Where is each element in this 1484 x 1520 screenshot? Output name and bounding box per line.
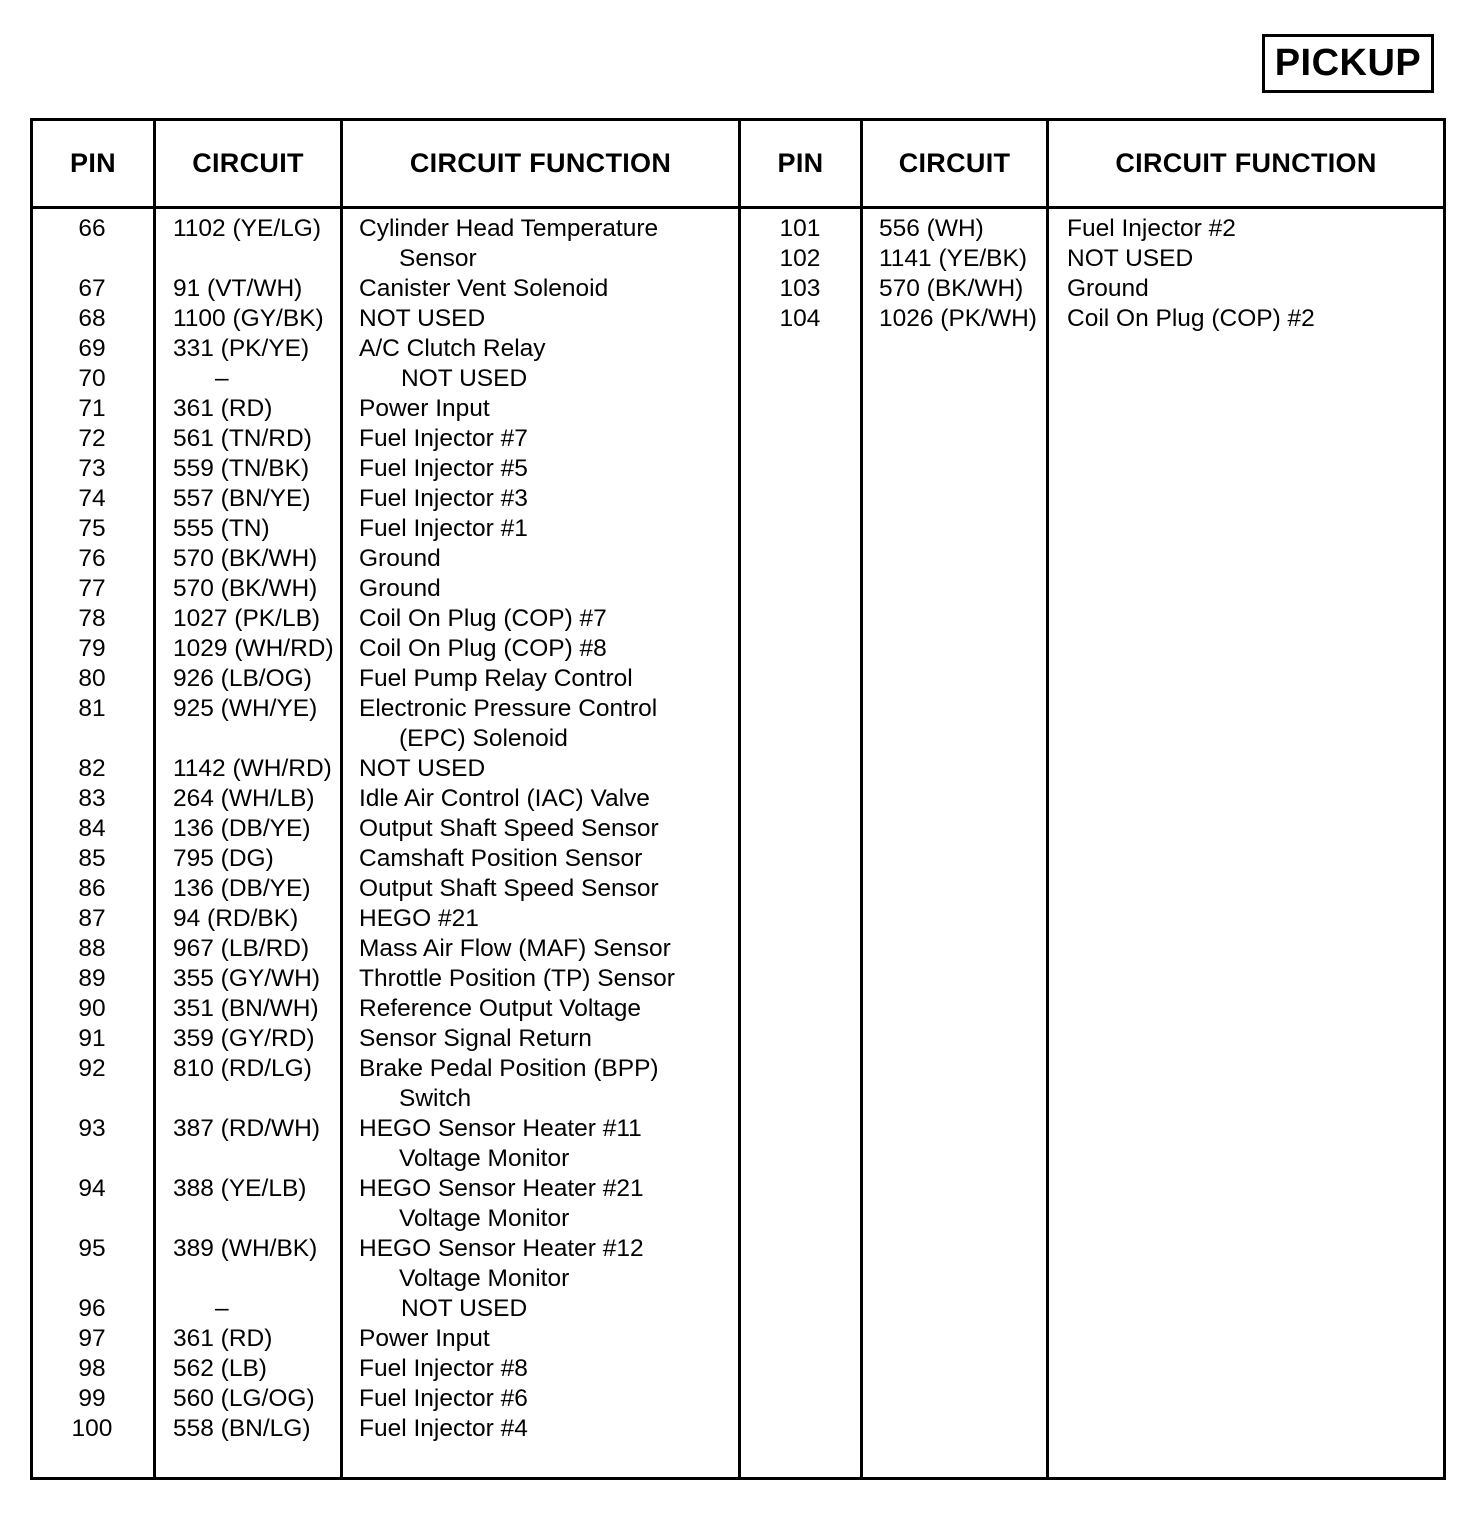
pin-cell: 95 (78, 1235, 106, 1262)
header-pin-left: PIN (70, 148, 116, 178)
table-row (741, 274, 1315, 304)
table-row (33, 844, 675, 874)
function-text: Fuel Injector #2 (1067, 215, 1236, 242)
function-cell (359, 994, 641, 1024)
circuit-cell: 561 (TN/RD) (173, 425, 312, 452)
circuit-cell: 570 (BK/WH) (879, 275, 1024, 302)
table-row (33, 994, 675, 1024)
pin-cell: 94 (78, 1175, 106, 1202)
circuit-cell: 1141 (YE/BK) (879, 245, 1027, 272)
pin-cell: 86 (78, 875, 106, 902)
function-text: Canister Vent Solenoid (359, 275, 609, 302)
pin-cell: 99 (78, 1385, 106, 1412)
function-cell (359, 754, 485, 784)
circuit-cell: 555 (TN) (173, 515, 270, 542)
table-row (33, 544, 675, 574)
function-text: Coil On Plug (COP) #2 (1067, 305, 1315, 332)
function-text: HEGO #21 (359, 905, 479, 932)
pin-cell: 78 (78, 605, 106, 632)
function-text: Power Input (359, 1325, 490, 1352)
function-cell (359, 214, 658, 274)
function-continuation: Switch (399, 1085, 472, 1112)
function-continuation: Voltage Monitor (399, 1145, 570, 1172)
circuit-cell: 1026 (PK/WH) (879, 305, 1037, 332)
table-row (33, 334, 675, 364)
pin-cell: 97 (78, 1325, 106, 1352)
function-text: Sensor Signal Return (359, 1025, 592, 1052)
pin-cell: 77 (78, 575, 106, 602)
circuit-cell: 361 (RD) (173, 1325, 273, 1352)
function-cell (359, 784, 650, 814)
pin-cell: 76 (78, 545, 106, 572)
function-text: A/C Clutch Relay (359, 335, 546, 362)
pin-cell: 68 (78, 305, 106, 332)
circuit-cell: 351 (BN/WH) (173, 995, 319, 1022)
pin-cell: 89 (78, 965, 106, 992)
table-row (33, 814, 675, 844)
function-text: Idle Air Control (IAC) Valve (359, 785, 650, 812)
function-text: Fuel Injector #4 (359, 1415, 528, 1442)
table-row (33, 394, 675, 424)
function-text: Camshaft Position Sensor (359, 845, 643, 872)
table-row (33, 214, 675, 274)
function-cell (359, 964, 675, 994)
table-row (33, 1234, 675, 1294)
function-text: Mass Air Flow (MAF) Sensor (359, 935, 671, 962)
pin-cell: 102 (779, 245, 821, 272)
table-row (33, 784, 675, 814)
circuit-cell: 1100 (GY/BK) (173, 305, 324, 332)
table-row (33, 754, 675, 784)
circuit-cell: 967 (LB/RD) (173, 935, 310, 962)
function-text: NOT USED (401, 365, 528, 392)
function-cell (359, 634, 607, 664)
header-circuit-function-right: CIRCUIT FUNCTION (1115, 148, 1377, 178)
function-text: Fuel Injector #7 (359, 425, 528, 452)
table-row (33, 934, 675, 964)
pin-cell: 100 (71, 1415, 113, 1442)
pin-cell: 70 (78, 365, 106, 392)
function-cell (401, 1294, 527, 1324)
function-cell (359, 1414, 528, 1444)
left-rows (33, 214, 675, 1444)
table-row (33, 574, 675, 604)
function-text: Ground (1067, 275, 1149, 302)
function-cell (359, 904, 479, 934)
function-text: Fuel Injector #8 (359, 1355, 528, 1382)
function-text: Output Shaft Speed Sensor (359, 815, 659, 842)
function-text: Output Shaft Speed Sensor (359, 875, 659, 902)
table-row (33, 1354, 675, 1384)
table-row (33, 424, 675, 454)
table-row (741, 214, 1315, 244)
function-cell (359, 1234, 644, 1294)
circuit-cell: 558 (BN/LG) (173, 1415, 311, 1442)
function-cell (359, 454, 528, 484)
table-row (33, 1324, 675, 1354)
pin-cell: 84 (78, 815, 106, 842)
function-cell (359, 874, 659, 904)
pin-cell: 85 (78, 845, 106, 872)
function-text: Ground (359, 575, 441, 602)
function-cell (359, 544, 441, 574)
circuit-cell: 264 (WH/LB) (173, 785, 315, 812)
pin-cell: 75 (78, 515, 106, 542)
function-cell (359, 694, 657, 754)
table-row (33, 364, 675, 394)
circuit-cell: 557 (BN/YE) (173, 485, 311, 512)
pin-cell: 96 (78, 1295, 106, 1322)
function-text: Ground (359, 545, 441, 572)
table-row (33, 874, 675, 904)
circuit-cell: 810 (RD/LG) (173, 1055, 312, 1082)
function-cell (359, 1324, 490, 1354)
circuit-cell: 136 (DB/YE) (173, 875, 311, 902)
circuit-cell: 361 (RD) (173, 395, 273, 422)
table-row (33, 634, 675, 664)
pin-cell: 79 (78, 635, 106, 662)
circuit-cell: 560 (LG/OG) (173, 1385, 315, 1412)
circuit-cell: 91 (VT/WH) (173, 275, 303, 302)
table-row (33, 664, 675, 694)
pin-cell: 72 (78, 425, 106, 452)
pin-cell: 93 (78, 1115, 106, 1142)
pin-cell: 69 (78, 335, 106, 362)
circuit-cell: 389 (WH/BK) (173, 1235, 318, 1262)
function-text: Coil On Plug (COP) #7 (359, 605, 607, 632)
header-pin-right: PIN (777, 148, 824, 178)
function-cell (359, 844, 642, 874)
circuit-cell: – (215, 365, 229, 392)
pin-cell: 103 (779, 275, 821, 302)
pin-cell: 81 (78, 695, 106, 722)
function-continuation: (EPC) Solenoid (399, 725, 568, 752)
function-text: Electronic Pressure Control (359, 695, 658, 722)
header-divider (30, 206, 1446, 209)
function-cell (359, 664, 633, 694)
function-continuation: Voltage Monitor (399, 1265, 570, 1292)
circuit-cell: 556 (WH) (879, 215, 984, 242)
function-text: Coil On Plug (COP) #8 (359, 635, 607, 662)
table-row (33, 484, 675, 514)
function-text: Fuel Injector #5 (359, 455, 528, 482)
function-text: NOT USED (401, 1295, 528, 1322)
circuit-cell: 359 (GY/RD) (173, 1025, 315, 1052)
function-continuation: Sensor (399, 245, 477, 272)
pin-cell: 74 (78, 485, 106, 512)
function-cell (359, 1114, 642, 1174)
function-text: Fuel Injector #1 (359, 515, 528, 542)
pin-cell: 71 (78, 395, 106, 422)
function-text: Fuel Pump Relay Control (359, 665, 633, 692)
table-row (741, 304, 1315, 334)
header-circuit-function-left: CIRCUIT FUNCTION (409, 148, 672, 178)
function-cell (359, 274, 608, 304)
function-cell (359, 1024, 592, 1054)
function-text: Throttle Position (TP) Sensor (359, 965, 675, 992)
table-row (33, 304, 675, 334)
table-row (33, 514, 675, 544)
table-row (33, 1054, 675, 1114)
table-row (33, 694, 675, 754)
function-cell (1067, 214, 1236, 244)
function-cell (1067, 244, 1193, 274)
function-cell (359, 1174, 644, 1234)
circuit-cell: – (215, 1295, 229, 1322)
table-row (33, 1114, 675, 1174)
pin-cell: 92 (78, 1055, 106, 1082)
header-circuit-right: CIRCUIT (898, 148, 1011, 178)
function-text: Fuel Injector #3 (359, 485, 528, 512)
function-cell (359, 1384, 528, 1414)
function-cell (401, 364, 527, 394)
function-cell (359, 334, 546, 364)
table-row (33, 904, 675, 934)
circuit-cell: 1102 (YE/LG) (173, 215, 321, 242)
pin-cell: 80 (78, 665, 106, 692)
function-cell (359, 304, 485, 334)
function-cell (359, 424, 528, 454)
function-continuation: Voltage Monitor (399, 1205, 570, 1232)
circuit-cell: 1142 (WH/RD) (173, 755, 332, 782)
table-row (33, 964, 675, 994)
table-row (33, 274, 675, 304)
circuit-cell: 94 (RD/BK) (173, 905, 299, 932)
function-text: HEGO Sensor Heater #11 (359, 1115, 642, 1142)
circuit-cell: 559 (TN/BK) (173, 455, 310, 482)
table-row (33, 454, 675, 484)
function-cell (359, 574, 441, 604)
function-cell (359, 514, 528, 544)
function-text: HEGO Sensor Heater #21 (359, 1175, 644, 1202)
pin-cell: 104 (779, 305, 821, 332)
function-text: NOT USED (359, 755, 486, 782)
pin-cell: 88 (78, 935, 106, 962)
pin-cell: 101 (779, 215, 821, 242)
function-cell (1067, 304, 1315, 334)
circuit-cell: 570 (BK/WH) (173, 545, 318, 572)
function-text: Brake Pedal Position (BPP) (359, 1055, 659, 1082)
function-text: Fuel Injector #6 (359, 1385, 528, 1412)
function-text: Power Input (359, 395, 490, 422)
circuit-cell: 1027 (PK/LB) (173, 605, 321, 632)
table-row (33, 1024, 675, 1054)
circuit-cell: 795 (DG) (173, 845, 274, 872)
table-row (741, 244, 1315, 274)
pin-cell: 82 (78, 755, 106, 782)
function-cell (359, 1354, 528, 1384)
header-circuit-left: CIRCUIT (192, 148, 304, 178)
function-text: NOT USED (359, 305, 486, 332)
table-row (33, 1414, 675, 1444)
function-text: HEGO Sensor Heater #12 (359, 1235, 644, 1262)
pin-cell: 87 (78, 905, 106, 932)
circuit-cell: 388 (YE/LB) (173, 1175, 307, 1202)
pin-cell: 91 (78, 1025, 106, 1052)
table-row (33, 1174, 675, 1234)
function-text: Cylinder Head Temperature (359, 215, 659, 242)
function-cell (359, 934, 671, 964)
circuit-cell: 355 (GY/WH) (173, 965, 321, 992)
function-cell (359, 484, 528, 514)
pin-cell: 83 (78, 785, 106, 812)
pin-cell: 73 (78, 455, 106, 482)
function-text: NOT USED (1067, 245, 1194, 272)
circuit-cell: 1029 (WH/RD) (173, 635, 334, 662)
function-cell (1067, 274, 1149, 304)
circuit-cell: 136 (DB/YE) (173, 815, 311, 842)
pickup-badge: PICKUP (1262, 34, 1434, 93)
circuit-cell: 925 (WH/YE) (173, 695, 318, 722)
function-cell (359, 394, 490, 424)
table-row (33, 1384, 675, 1414)
circuit-cell: 387 (RD/WH) (173, 1115, 321, 1142)
function-text: Reference Output Voltage (359, 995, 641, 1022)
circuit-cell: 562 (LB) (173, 1355, 267, 1382)
circuit-cell: 570 (BK/WH) (173, 575, 318, 602)
circuit-cell: 331 (PK/YE) (173, 335, 310, 362)
pin-cell: 98 (78, 1355, 106, 1382)
function-cell (359, 604, 607, 634)
table-row (33, 604, 675, 634)
pin-cell: 90 (78, 995, 106, 1022)
right-rows (741, 214, 1315, 334)
pin-cell: 67 (78, 275, 106, 302)
pin-cell: 66 (78, 215, 106, 242)
function-cell (359, 1054, 659, 1114)
function-cell (359, 814, 659, 844)
table-row (33, 1294, 675, 1324)
circuit-cell: 926 (LB/OG) (173, 665, 312, 692)
